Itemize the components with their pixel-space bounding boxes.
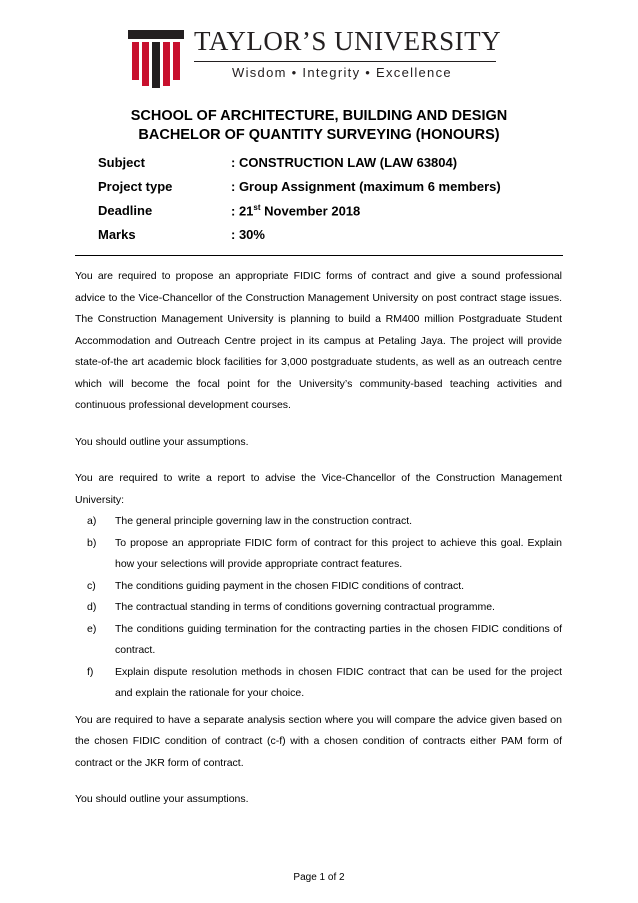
info-value <box>231 203 360 218</box>
university-crest-icon <box>128 30 184 88</box>
info-label: Subject <box>98 155 145 170</box>
intro-paragraph: You are required to propose an appropriate FIDIC forms of contract and give a sound professional advice to the Vice-Chancellor of the Construction Management University on post contract stage issues. The Construction Management University is planning to build a RM400 million Postgraduate Student Accommodation and Outreach Centre project in its campus at Petaling Jaya. The project will provide state-of-the art academic block facilities for 3,000 postgraduate students, as well as an outreach centre which will become the focal point for the University’s community-based teaching activities and continuous professional development courses. <box>75 270 562 411</box>
list-item <box>75 597 562 619</box>
list-marker: f) <box>87 665 94 678</box>
list-marker: b) <box>87 536 97 549</box>
programme-title: BACHELOR OF QUANTITY SURVEYING (HONOURS) <box>138 127 500 143</box>
info-label: Marks <box>98 227 136 242</box>
info-value: : 30% <box>231 227 265 242</box>
list-item-text: The conditions guiding termination for the contracting parties in the chosen FIDIC conditions of contract. <box>115 622 562 656</box>
list-item-text: The contractual standing in terms of conditions governing contractual programme. <box>115 601 495 613</box>
assignment-body <box>75 266 562 811</box>
header-divider <box>75 255 563 256</box>
list-item <box>75 533 562 576</box>
list-marker: e) <box>87 622 97 635</box>
deadline-day: : 21 <box>231 203 254 219</box>
list-item-text: The general principle governing law in the construction contract. <box>115 515 413 527</box>
task-list <box>75 511 562 705</box>
school-title: SCHOOL OF ARCHITECTURE, BUILDING AND DESIGN <box>130 108 508 124</box>
page-number: Page 1 of 2 <box>293 872 345 883</box>
list-item-text: The conditions guiding payment in the chosen FIDIC conditions of contract. <box>115 579 465 592</box>
university-logo <box>128 26 500 88</box>
list-item <box>75 511 562 533</box>
list-item-text: To propose an appropriate FIDIC form of contract for this project to achieve this goal. Explain how your selections will provide appropriate contract features. <box>115 536 562 570</box>
logo-divider <box>194 61 496 62</box>
list-item <box>75 576 562 598</box>
university-name: TAYLOR’S UNIVERSITY <box>194 26 502 56</box>
list-item <box>75 619 562 662</box>
assumptions-paragraph-final: You should outline your assumptions. <box>75 793 249 805</box>
analysis-paragraph: You are required to have a separate analysis section where you will compare the advice given based on the chosen FIDIC condition of contract (c-f) with a chosen condition of contracts either PAM form of contract or the JKR form of contract. <box>75 713 562 769</box>
list-marker: c) <box>87 579 96 592</box>
report-intro-paragraph: You are required to write a report to advise the Vice-Chancellor of the Construction Management University: <box>75 472 562 506</box>
list-marker: d) <box>87 601 97 613</box>
info-value: : Group Assignment (maximum 6 members) <box>231 179 501 194</box>
info-label: Project type <box>98 179 173 194</box>
list-item-text: Explain dispute resolution methods in chosen FIDIC contract that can be used for the project and explain the rationale for your choice. <box>115 665 562 699</box>
document-header <box>0 107 638 145</box>
assumptions-paragraph: You should outline your assumptions. <box>75 435 249 448</box>
list-item <box>75 662 562 705</box>
deadline-month-year: November 2018 <box>260 203 361 219</box>
university-tagline: Wisdom • Integrity • Excellence <box>232 65 452 80</box>
info-label: Deadline <box>98 203 153 218</box>
info-value: : CONSTRUCTION LAW (LAW 63804) <box>231 155 458 170</box>
list-marker: a) <box>87 515 97 527</box>
deadline-ordinal: st <box>253 203 261 212</box>
